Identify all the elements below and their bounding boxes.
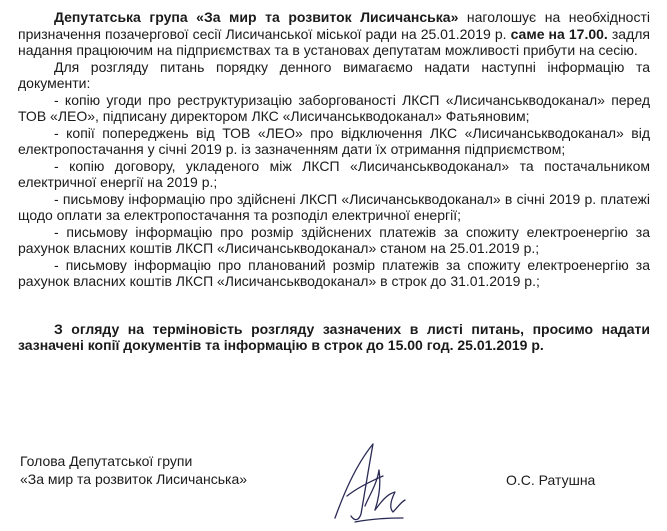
intro-paragraph [18,9,650,59]
intro-text-a: наголошує на необхідності призначення позачергової сесії Лисичанської міської ради на 25.01.2019 р. [18,9,650,42]
list-item: - письмову інформацію про розмір здійснених платежів за спожиту електроенергію за рахунок власних коштів ЛКСП «Лисичанськводоканал» станом на 25.01.2019 р.; [18,223,650,256]
signatory-title-line1: Голова Депутатської групи [20,453,193,469]
intro-text-b: задля надання працюючим на підприємствах та в установах депутатам можливості прибути на сесію. [18,25,650,58]
signatory-name: О.С. Ратушна [506,472,596,488]
list-item: - письмову інформацію про планований розмір платежів за спожиту електроенергію за рахунок власних коштів ЛКСП «Лисичанськводоканал» в строк до 31.01.2019 р.; [18,256,650,289]
list-item: - письмову інформацію про здійснені ЛКСП «Лисичанськводоканал» в січні 2019 р. платежі щодо оплати за електропостачання та розподіл електричної енергії; [18,190,650,223]
group-name: Депутатська група «За мир та розвиток Лисичанська» [54,9,459,25]
handwritten-signature [325,436,410,526]
conclusion-paragraph: З огляду на терміновість розгляду зазначених в листі питань, просимо надати зазначені копії документів та інформацію в строк до 15.00 год. 25.01.2019 р. [18,320,650,353]
signatory-title-line2: «За мир та розвиток Лисичанська» [20,471,248,487]
list-item: - копію договору, укладеного між ЛКСП «Лисичанськводоканал» та постачальником електричної енергії на 2019 р.; [18,157,650,190]
signatory-title [20,452,247,488]
letter-body [18,9,650,354]
list-item: - копії попереджень від ТОВ «ЛЕО» про відключення ЛКС «Лисичанськводоканал» від електропостачання у січні 2019 р. із зазначенням дати їх отримання підприємством; [18,124,650,157]
list-item: - копію угоди про реструктуризацію заборгованості ЛКСП «Лисичанськводоканал» перед ТОВ «ЛЕО», підписану директором ЛКС «Лисичанськводоканал» Фатьяновим; [18,91,650,124]
request-paragraph: Для розгляду питань порядку денного вимагаємо надати наступні інформацію та документи: [18,58,650,91]
session-time: саме на 17.00. [510,25,608,42]
